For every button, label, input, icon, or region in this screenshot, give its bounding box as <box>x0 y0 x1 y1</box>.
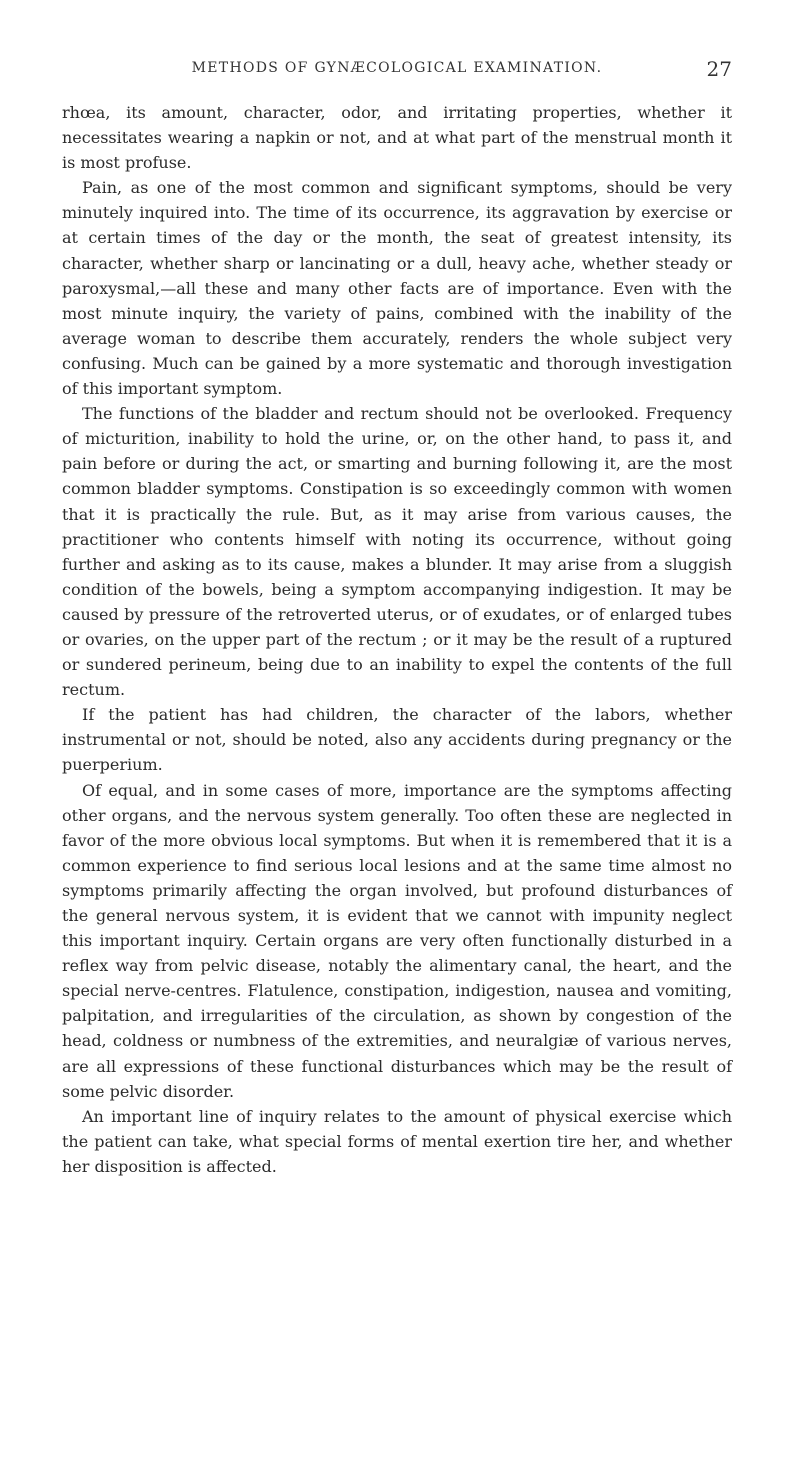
paragraph-children: If the patient has had children, the character of the labors, whether instrumental or not, should be noted, also any accidents during pregnancy or the puerperium. <box>62 705 732 775</box>
running-header <box>62 57 732 86</box>
paragraph-pain: Pain, as one of the most common and significant symptoms, should be very minutely inquired into. The time of its occurrence, its aggravation by exercise or at certain times of the day or the month, the seat of greatest intensity, its character, whether sharp or lancinating or a dull, heavy ache, whether steady or paroxysmal,—all these and many other facts are of importance. Even with the most minute inquiry, the variety of pains, combined with the inability of the average woman to describe them accurately, renders the whole subject very confusing. Much can be gained by a more systematic and thorough investigation of this important symptom. <box>62 178 732 399</box>
body-text <box>62 100 732 1179</box>
header-title: METHODS OF GYNÆCOLOGICAL EXAMINATION. <box>191 60 603 76</box>
paragraph-physical-exercise: An important line of inquiry relates to the amount of physical exercise which the patient can take, what special forms of mental exertion tire her, and whether her disposition is affected. <box>62 1106 732 1176</box>
paragraph-discharge-continued: rhœa, its amount, character, odor, and irritating properties, whether it necessitates wearing a napkin or not, and at what part of the menstrual month it is most profuse. <box>62 103 732 173</box>
paragraph-bladder-rectum: The functions of the bladder and rectum should not be overlooked. Frequency of micturition, inability to hold the urine, or, on the other hand, to pass it, and pain before or during the act, or smarting and burning following it, are the most common bladder symptoms. Constipation is so exceedingly common with women that it is practically the rule. But, as it may arise from various causes, the practitioner who contents himself with noting its occurrence, without going further and asking as to its cause, makes a blunder. It may arise from a sluggish condition of the bowels, being a symptom accompanying indigestion. It may be caused by pressure of the retroverted uterus, or of exudates, or of enlarged tubes or ovaries, on the upper part of the rectum ; or it may be the result of a ruptured or sundered perineum, being due to an inability to expel the contents of the full rectum. <box>62 404 732 700</box>
paragraph-nervous-system: Of equal, and in some cases of more, importance are the symptoms affecting other organs, and the nervous system generally. Too often these are neglected in favor of the more obvious local symptoms. But when it is remembered that it is a common experience to find serious local lesions and at the same time almost no symptoms primarily affecting the organ involved, but profound disturbances of the general nervous system, it is evident that we cannot with impunity neglect this important inquiry. Certain organs are very often functionally disturbed in a reflex way from pelvic disease, notably the alimentary canal, the heart, and the special nerve-centres. Flatulence, constipation, indigestion, nausea and vomiting, palpitation, and irregularities of the circulation, as shown by congestion of the head, coldness or numbness of the extremities, and neuralgiæ of various nerves, are all expressions of these functional disturbances which may be the result of some pelvic disorder. <box>62 780 732 1101</box>
page-number: 27 <box>706 57 732 81</box>
